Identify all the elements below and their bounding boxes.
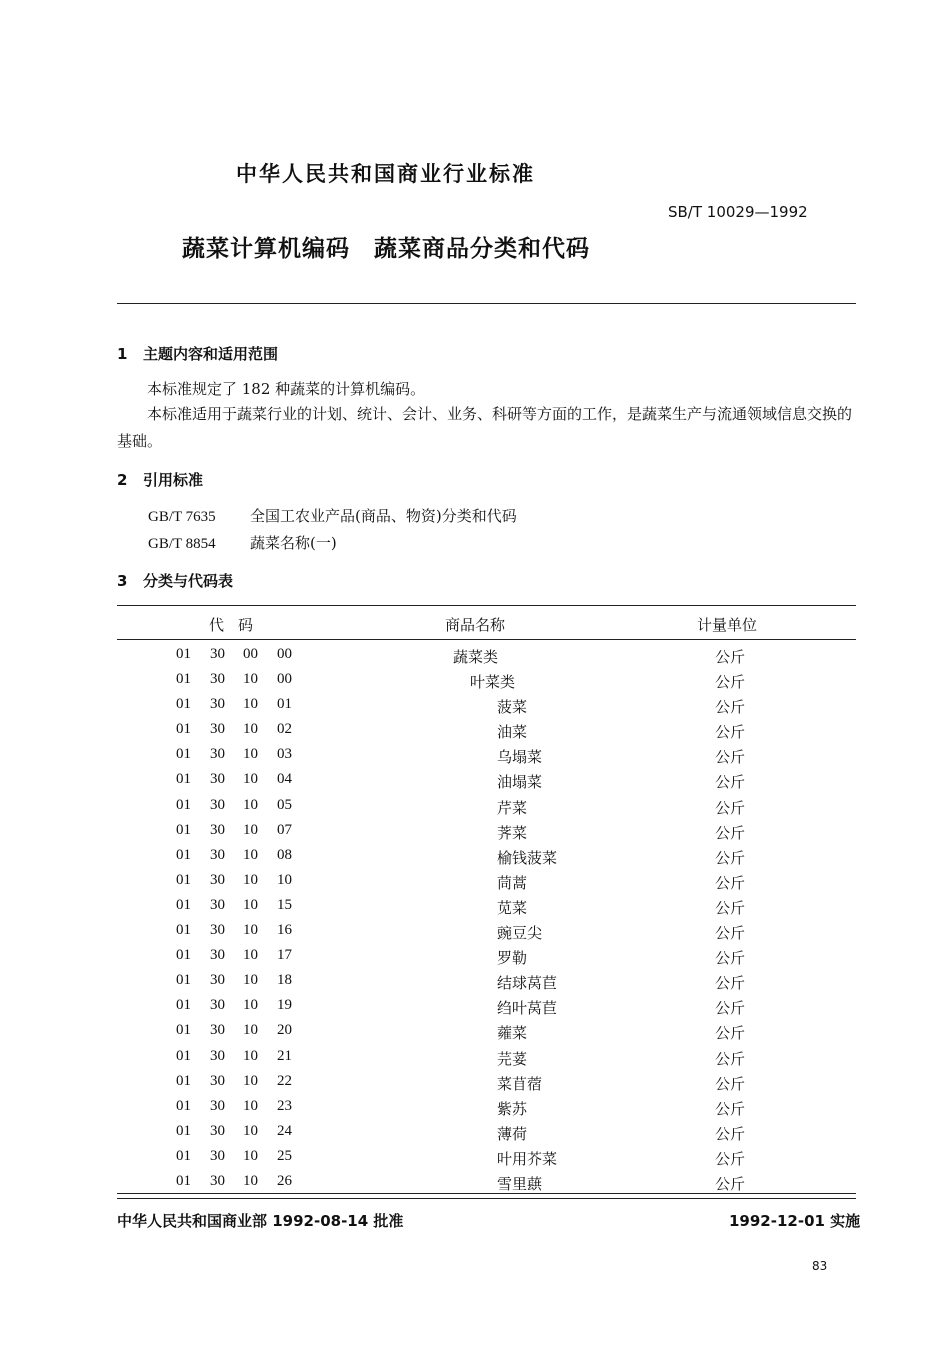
code-segment-4: 22 bbox=[277, 1072, 292, 1089]
title-divider bbox=[117, 303, 856, 304]
reference-title: 全国工农业产品(商品、物资)分类和代码 bbox=[250, 507, 517, 525]
code-segment-3: 10 bbox=[243, 671, 258, 688]
code-segment-4: 21 bbox=[277, 1047, 292, 1064]
code-segment-1: 01 bbox=[176, 771, 191, 788]
table-row bbox=[0, 668, 950, 693]
code-segment-3: 10 bbox=[243, 721, 258, 738]
commodity-name: 芹菜 bbox=[497, 798, 528, 817]
section-number: 3 bbox=[117, 572, 128, 590]
code-segment-1: 01 bbox=[176, 696, 191, 713]
commodity-name: 油塌菜 bbox=[497, 773, 543, 792]
section-title: 分类与代码表 bbox=[143, 572, 234, 590]
code-segment-1: 01 bbox=[176, 1122, 191, 1139]
code-segment-3: 10 bbox=[243, 947, 258, 964]
commodity-name: 茼蒿 bbox=[497, 873, 528, 892]
table-row bbox=[0, 643, 950, 668]
code-segment-2: 30 bbox=[210, 922, 225, 939]
table-row bbox=[0, 919, 950, 944]
table-row bbox=[0, 869, 950, 894]
code-segment-3: 10 bbox=[243, 922, 258, 939]
table-header-rule bbox=[117, 639, 856, 640]
code-segment-4: 20 bbox=[277, 1022, 292, 1039]
code-segment-3: 10 bbox=[243, 1022, 258, 1039]
code-segment-4: 10 bbox=[277, 871, 292, 888]
section-1-paragraph-1 bbox=[117, 376, 857, 403]
code-segment-2: 30 bbox=[210, 947, 225, 964]
commodity-name: 雪里蕻 bbox=[497, 1174, 543, 1193]
table-bottom-rule bbox=[117, 1193, 856, 1194]
measure-unit: 公斤 bbox=[715, 873, 746, 892]
code-segment-1: 01 bbox=[176, 871, 191, 888]
code-segment-4: 17 bbox=[277, 947, 292, 964]
code-segment-4: 15 bbox=[277, 896, 292, 913]
table-row bbox=[0, 994, 950, 1019]
code-segment-3: 10 bbox=[243, 1097, 258, 1114]
code-segment-2: 30 bbox=[210, 1172, 225, 1189]
table-row bbox=[0, 819, 950, 844]
code-segment-2: 30 bbox=[210, 1047, 225, 1064]
code-segment-3: 10 bbox=[243, 1072, 258, 1089]
section-title: 引用标准 bbox=[143, 471, 204, 489]
table-top-rule bbox=[117, 605, 856, 606]
code-segment-1: 01 bbox=[176, 1047, 191, 1064]
standard-number: SB/T 10029—1992 bbox=[668, 203, 808, 221]
code-segment-1: 01 bbox=[176, 746, 191, 763]
section-number: 2 bbox=[117, 471, 128, 489]
paragraph-text: 本标准规定了 182 种蔬菜的计算机编码。 bbox=[147, 380, 426, 398]
measure-unit: 公斤 bbox=[715, 974, 746, 993]
table-row bbox=[0, 1070, 950, 1095]
measure-unit: 公斤 bbox=[715, 848, 746, 867]
code-segment-3: 10 bbox=[243, 846, 258, 863]
code-segment-4: 18 bbox=[277, 972, 292, 989]
code-segment-1: 01 bbox=[176, 646, 191, 662]
code-segment-3: 10 bbox=[243, 696, 258, 713]
code-segment-4: 08 bbox=[277, 846, 292, 863]
commodity-name: 叶用芥菜 bbox=[497, 1149, 558, 1168]
code-segment-2: 30 bbox=[210, 997, 225, 1014]
code-segment-1: 01 bbox=[176, 1097, 191, 1114]
code-segment-3: 10 bbox=[243, 1147, 258, 1164]
table-bottom-rule bbox=[117, 1198, 856, 1199]
code-segment-3: 10 bbox=[243, 746, 258, 763]
reference-title: 蔬菜名称(一) bbox=[250, 534, 337, 552]
commodity-name: 结球莴苣 bbox=[497, 974, 558, 993]
section-3-heading bbox=[117, 570, 233, 591]
measure-unit: 公斤 bbox=[715, 1024, 746, 1043]
code-segment-3: 10 bbox=[243, 972, 258, 989]
approval-note: 中华人民共和国商业部 1992-08-14 批准 bbox=[117, 1212, 404, 1230]
code-segment-2: 30 bbox=[210, 1072, 225, 1089]
code-segment-1: 01 bbox=[176, 997, 191, 1014]
commodity-name: 蕹菜 bbox=[497, 1024, 528, 1043]
code-segment-2: 30 bbox=[210, 1122, 225, 1139]
commodity-name: 紫苏 bbox=[497, 1099, 528, 1118]
commodity-name: 薄荷 bbox=[497, 1124, 528, 1143]
code-segment-3: 10 bbox=[243, 796, 258, 813]
measure-unit: 公斤 bbox=[715, 773, 746, 792]
code-segment-2: 30 bbox=[210, 1022, 225, 1039]
code-segment-3: 00 bbox=[243, 646, 258, 662]
reference-code: GB/T 8854 bbox=[148, 536, 216, 552]
measure-unit: 公斤 bbox=[715, 648, 746, 666]
measure-unit: 公斤 bbox=[715, 723, 746, 742]
code-segment-1: 01 bbox=[176, 922, 191, 939]
table-row bbox=[0, 743, 950, 768]
measure-unit: 公斤 bbox=[715, 748, 746, 767]
code-segment-2: 30 bbox=[210, 746, 225, 763]
org-title: 中华人民共和国商业行业标准 bbox=[236, 162, 535, 186]
commodity-name: 叶菜类 bbox=[470, 673, 516, 692]
code-segment-4: 05 bbox=[277, 796, 292, 813]
table-row bbox=[0, 768, 950, 793]
commodity-name: 罗勒 bbox=[497, 949, 528, 968]
commodity-name: 荠菜 bbox=[497, 823, 528, 842]
reference-code: GB/T 7635 bbox=[148, 509, 216, 525]
code-segment-3: 10 bbox=[243, 1122, 258, 1139]
code-segment-1: 01 bbox=[176, 671, 191, 688]
table-row bbox=[0, 944, 950, 969]
reference-item bbox=[148, 532, 337, 553]
measure-unit: 公斤 bbox=[715, 673, 746, 692]
document-title: 蔬菜计算机编码 蔬菜商品分类和代码 bbox=[182, 236, 590, 262]
code-segment-3: 10 bbox=[243, 871, 258, 888]
section-title: 主题内容和适用范围 bbox=[143, 345, 279, 363]
code-segment-1: 01 bbox=[176, 1072, 191, 1089]
table-row bbox=[0, 1019, 950, 1044]
code-segment-4: 16 bbox=[277, 922, 292, 939]
code-segment-2: 30 bbox=[210, 771, 225, 788]
commodity-name: 绉叶莴苣 bbox=[497, 999, 558, 1018]
measure-unit: 公斤 bbox=[715, 698, 746, 717]
code-segment-4: 02 bbox=[277, 721, 292, 738]
code-segment-2: 30 bbox=[210, 896, 225, 913]
table-row bbox=[0, 1170, 950, 1195]
measure-unit: 公斤 bbox=[715, 798, 746, 817]
code-segment-2: 30 bbox=[210, 972, 225, 989]
measure-unit: 公斤 bbox=[715, 1099, 746, 1118]
code-segment-1: 01 bbox=[176, 896, 191, 913]
section-1-heading bbox=[117, 343, 278, 364]
code-table-body bbox=[0, 643, 950, 1195]
code-segment-4: 24 bbox=[277, 1122, 292, 1139]
code-segment-1: 01 bbox=[176, 947, 191, 964]
measure-unit: 公斤 bbox=[715, 823, 746, 842]
measure-unit: 公斤 bbox=[715, 1074, 746, 1093]
table-row bbox=[0, 969, 950, 994]
table-row bbox=[0, 844, 950, 869]
table-row bbox=[0, 794, 950, 819]
commodity-name: 豌豆尖 bbox=[497, 924, 543, 943]
commodity-name: 苋菜 bbox=[497, 898, 528, 917]
code-segment-1: 01 bbox=[176, 721, 191, 738]
reference-item bbox=[148, 505, 517, 526]
measure-unit: 公斤 bbox=[715, 1149, 746, 1168]
code-segment-4: 26 bbox=[277, 1172, 292, 1189]
code-segment-1: 01 bbox=[176, 796, 191, 813]
measure-unit: 公斤 bbox=[715, 924, 746, 943]
measure-unit: 公斤 bbox=[715, 898, 746, 917]
code-segment-4: 04 bbox=[277, 771, 292, 788]
code-segment-2: 30 bbox=[210, 1097, 225, 1114]
code-segment-2: 30 bbox=[210, 646, 225, 662]
code-segment-1: 01 bbox=[176, 1172, 191, 1189]
measure-unit: 公斤 bbox=[715, 1049, 746, 1068]
section-number: 1 bbox=[117, 345, 128, 363]
commodity-name: 榆钱菠菜 bbox=[497, 848, 558, 867]
column-header-code: 代码 bbox=[209, 616, 268, 634]
implementation-date: 1992-12-01 实施 bbox=[729, 1212, 861, 1230]
table-row bbox=[0, 1120, 950, 1145]
measure-unit: 公斤 bbox=[715, 949, 746, 968]
table-row bbox=[0, 693, 950, 718]
table-row bbox=[0, 1095, 950, 1120]
code-segment-1: 01 bbox=[176, 846, 191, 863]
code-segment-2: 30 bbox=[210, 796, 225, 813]
measure-unit: 公斤 bbox=[715, 999, 746, 1018]
code-segment-4: 23 bbox=[277, 1097, 292, 1114]
page-number: 83 bbox=[812, 1259, 828, 1273]
table-row bbox=[0, 894, 950, 919]
code-segment-2: 30 bbox=[210, 671, 225, 688]
commodity-name: 油菜 bbox=[497, 723, 528, 742]
code-segment-4: 25 bbox=[277, 1147, 292, 1164]
section-2-heading bbox=[117, 469, 203, 490]
code-segment-4: 01 bbox=[277, 696, 292, 713]
code-segment-2: 30 bbox=[210, 696, 225, 713]
commodity-name: 乌塌菜 bbox=[497, 748, 543, 767]
commodity-name: 菜苜蓿 bbox=[497, 1074, 543, 1093]
code-segment-3: 10 bbox=[243, 896, 258, 913]
code-segment-2: 30 bbox=[210, 721, 225, 738]
measure-unit: 公斤 bbox=[715, 1124, 746, 1143]
code-segment-3: 10 bbox=[243, 771, 258, 788]
code-segment-1: 01 bbox=[176, 1147, 191, 1164]
code-segment-1: 01 bbox=[176, 1022, 191, 1039]
code-segment-4: 00 bbox=[277, 671, 292, 688]
commodity-name: 芫荽 bbox=[497, 1049, 528, 1068]
column-header-unit: 计量单位 bbox=[697, 616, 758, 634]
code-segment-1: 01 bbox=[176, 972, 191, 989]
code-segment-4: 03 bbox=[277, 746, 292, 763]
code-segment-2: 30 bbox=[210, 1147, 225, 1164]
section-1-paragraph-2 bbox=[117, 401, 857, 455]
table-row bbox=[0, 1045, 950, 1070]
code-segment-4: 07 bbox=[277, 821, 292, 838]
commodity-name: 蔬菜类 bbox=[453, 648, 499, 666]
paragraph-text: 本标准适用于蔬菜行业的计划、统计、会计、业务、科研等方面的工作，是蔬菜生产与流通领域信息交换的基础。 bbox=[117, 405, 853, 450]
table-row bbox=[0, 1145, 950, 1170]
code-segment-2: 30 bbox=[210, 846, 225, 863]
code-segment-3: 10 bbox=[243, 997, 258, 1014]
code-segment-2: 30 bbox=[210, 871, 225, 888]
measure-unit: 公斤 bbox=[715, 1174, 746, 1193]
code-segment-1: 01 bbox=[176, 821, 191, 838]
code-segment-3: 10 bbox=[243, 1047, 258, 1064]
code-segment-3: 10 bbox=[243, 1172, 258, 1189]
code-segment-3: 10 bbox=[243, 821, 258, 838]
table-row bbox=[0, 718, 950, 743]
code-segment-4: 19 bbox=[277, 997, 292, 1014]
column-header-name: 商品名称 bbox=[445, 616, 506, 634]
code-segment-4: 00 bbox=[277, 646, 292, 662]
commodity-name: 菠菜 bbox=[497, 698, 528, 717]
code-segment-2: 30 bbox=[210, 821, 225, 838]
